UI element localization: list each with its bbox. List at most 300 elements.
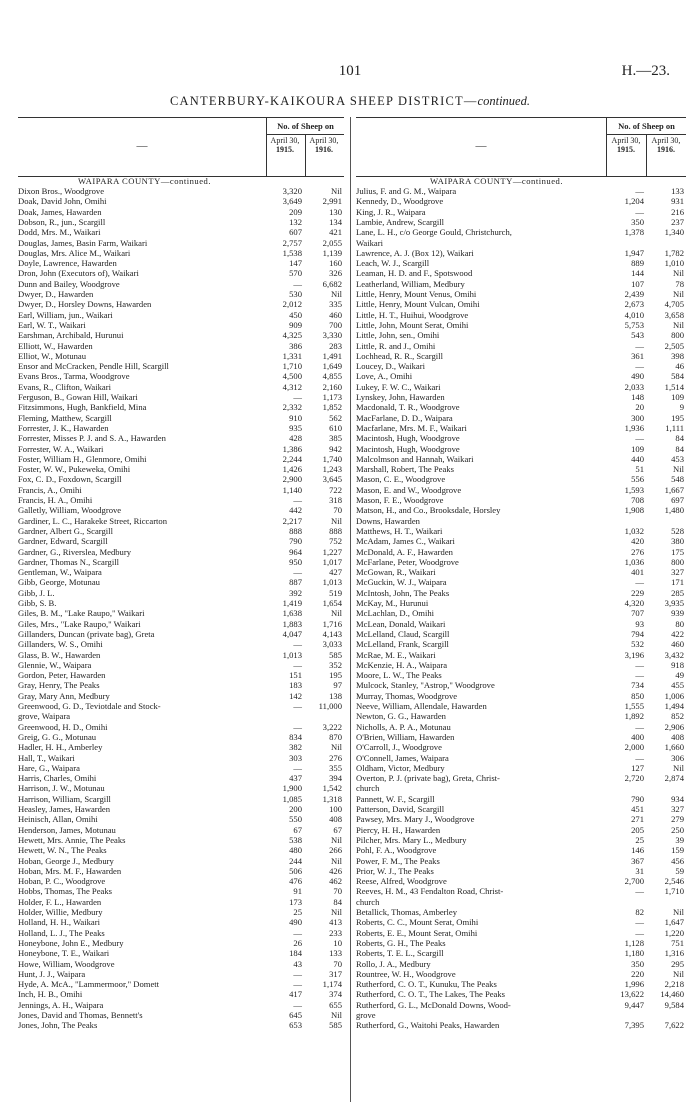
sheep-1916: 266 xyxy=(329,845,342,856)
sheep-1916: 84 xyxy=(333,896,342,907)
owner-name: Leach, W. J., Scargill xyxy=(356,258,430,269)
sheep-1916: 1,243 xyxy=(322,464,342,475)
owner-name: Greenwood, G. D., Teviotdale and Stock- xyxy=(18,701,161,711)
sheep-1916: 426 xyxy=(329,865,342,876)
sheep-1915: 31 xyxy=(635,865,644,876)
owner-name: Murray, Thomas, Woodgrove xyxy=(356,690,458,701)
owner-name: Nicholls, A. P. A., Motunau xyxy=(356,721,451,732)
sheep-1916: 4,143 xyxy=(322,628,342,639)
sheep-1915: 144 xyxy=(631,268,644,279)
sheep-1916: 1,782 xyxy=(664,247,684,258)
sheep-1916: 80 xyxy=(675,618,684,629)
table-row xyxy=(356,505,684,515)
sheep-1915: 151 xyxy=(289,670,302,681)
owner-name: McGuckin, W. J., Waipara xyxy=(356,577,447,588)
page-number: 101 xyxy=(338,63,362,79)
table-row xyxy=(18,536,342,546)
right-header-year-1915: April 30, 1915. xyxy=(611,136,641,154)
sheep-1916: 700 xyxy=(329,319,342,330)
sheep-1916: Nil xyxy=(673,464,684,475)
table-row xyxy=(18,464,342,474)
sheep-1915: 2,439 xyxy=(624,289,644,299)
owner-name: McKay, M., Hurunui xyxy=(356,598,429,608)
owner-name: Heinisch, Allan, Omihi xyxy=(18,814,98,825)
owner-name: Hoban, P. C., Woodgrove xyxy=(18,876,106,887)
owner-name: Dodd, Mrs. M., Waikari xyxy=(18,227,101,238)
owner-name: Dwyer, D., Horsley Downs, Hawarden xyxy=(18,299,152,310)
owner-name: Malcolmson and Hannah, Waikari xyxy=(356,453,474,464)
sheep-1915: 1,180 xyxy=(624,948,644,959)
owner-name: Hoban, Mrs. M. F., Hawarden xyxy=(18,865,122,876)
sheep-1915: 220 xyxy=(631,968,644,979)
owner-name: Gray, Henry, The Peaks xyxy=(18,680,100,691)
sheep-1915: 420 xyxy=(631,536,644,547)
sheep-1915: — xyxy=(635,340,644,351)
sheep-1915: 200 xyxy=(289,804,302,814)
sheep-1915: — xyxy=(293,721,302,732)
owner-name: Gardner, Albert G., Scargill xyxy=(18,525,113,536)
owner-name: Harris, Charles, Omihi xyxy=(18,773,97,784)
owner-name: Macdonald, T. R., Woodgrove xyxy=(356,402,460,413)
sheep-1916: 2,055 xyxy=(322,237,342,248)
sheep-1916: 1,139 xyxy=(322,247,342,258)
sheep-1916: 335 xyxy=(329,299,342,310)
sheep-1915: 490 xyxy=(289,917,302,928)
sheep-1916: Nil xyxy=(331,515,342,526)
center-divider xyxy=(350,117,351,1102)
owner-name: Little, Henry, Mount Venus, Omihi xyxy=(356,289,477,299)
sheep-1915: 1,013 xyxy=(282,649,302,660)
sheep-1916: 398 xyxy=(671,350,684,361)
table-row xyxy=(18,516,342,526)
sheep-1915: 244 xyxy=(289,855,302,866)
table-row xyxy=(356,454,684,464)
sheep-1915: 910 xyxy=(289,412,302,423)
table-row xyxy=(356,928,684,938)
sheep-1915: 7,395 xyxy=(624,1020,644,1031)
table-row xyxy=(356,361,684,371)
sheep-1915: — xyxy=(635,361,644,372)
sheep-1915: 1,378 xyxy=(624,227,644,238)
table-row xyxy=(356,310,684,320)
owner-name: Jones, David and Thomas, Bennett's xyxy=(18,1010,143,1020)
table-row xyxy=(18,588,342,598)
table-row xyxy=(356,268,684,278)
owner-name: Roberts, E. E., Mount Serat, Omihi xyxy=(356,927,478,938)
sheep-1915: 480 xyxy=(289,845,302,856)
sheep-1915: — xyxy=(635,670,644,681)
sheep-1916: 2,546 xyxy=(664,876,684,887)
sheep-1915: 887 xyxy=(289,577,302,588)
owner-name: Giles, B. M., "Lake Raupo," Waikari xyxy=(18,608,145,619)
owner-name: Moore, L. W., The Peaks xyxy=(356,670,442,681)
owner-name: Lynskey, John, Hawarden xyxy=(356,392,445,402)
sheep-1916: 2,218 xyxy=(664,979,684,990)
table-row xyxy=(356,629,684,639)
table-row xyxy=(356,464,684,474)
table-row xyxy=(18,485,342,495)
sheep-1916: 870 xyxy=(329,731,342,742)
sheep-1915: 1,204 xyxy=(624,196,644,207)
owner-name: Jennings, A. H., Waipara xyxy=(18,999,104,1010)
owner-name: Downs, Hawarden xyxy=(356,515,420,526)
sheep-1915: 4,500 xyxy=(282,371,302,382)
sheep-1915: — xyxy=(635,927,644,938)
table-row xyxy=(356,258,684,268)
table-row xyxy=(356,1020,684,1030)
owner-name: Roberts, T. E. L., Scargill xyxy=(356,948,444,959)
owner-name: Earshman, Archibald, Hurunui xyxy=(18,330,124,341)
sheep-1916: 70 xyxy=(333,886,342,897)
table-row xyxy=(356,639,684,649)
table-row xyxy=(18,351,342,361)
table-row xyxy=(356,567,684,577)
owner-name: Love, A., Omihi xyxy=(356,371,413,382)
table-row xyxy=(18,557,342,567)
sheep-1915: 506 xyxy=(289,865,302,876)
owner-name: Macintosh, Hugh, Woodgrove xyxy=(356,433,460,444)
sheep-1916: 70 xyxy=(333,505,342,516)
table-row xyxy=(356,248,684,258)
sheep-1916: 462 xyxy=(329,876,342,887)
sheep-1916: 195 xyxy=(329,670,342,681)
owner-name: Gibb, S. B. xyxy=(18,598,57,608)
owner-name: Greenwood, H. D., Omihi xyxy=(18,721,108,732)
sheep-1915: 1,593 xyxy=(624,484,644,495)
sheep-1915: 350 xyxy=(631,958,644,969)
sheep-1915: 4,325 xyxy=(282,330,302,341)
sheep-1915: 1,996 xyxy=(624,979,644,990)
sheep-1916: Nil xyxy=(331,1010,342,1020)
owner-name: Macfarlane, Mrs. M. F., Waikari xyxy=(356,422,467,433)
sheep-1915: 909 xyxy=(289,319,302,330)
owner-name: Hoban, George J., Medbury xyxy=(18,855,114,866)
table-row xyxy=(18,732,342,742)
owner-name: Betallick, Thomas, Amberley xyxy=(356,907,458,917)
owner-name: Little, H. T., Huihui, Woodgrove xyxy=(356,309,469,320)
sheep-1916: 1,316 xyxy=(664,948,684,959)
sheep-1915: 82 xyxy=(635,907,644,917)
table-row xyxy=(18,474,342,484)
owner-name: Hare, G., Waipara xyxy=(18,762,80,773)
table-row xyxy=(18,1010,342,1020)
sheep-1916: 1,013 xyxy=(322,577,342,588)
sheep-1915: 1,908 xyxy=(624,505,644,516)
table-row xyxy=(18,753,342,763)
sheep-1916: 3,330 xyxy=(322,330,342,341)
owner-name: Loucey, D., Waikari xyxy=(356,361,425,372)
table-row xyxy=(356,825,684,835)
table-row xyxy=(18,670,342,680)
table-row xyxy=(356,598,684,608)
owner-name: Doyle, Lawrence, Hawarden xyxy=(18,258,117,269)
table-row xyxy=(356,536,684,546)
sheep-1915: 538 xyxy=(289,834,302,845)
sheep-1915: 127 xyxy=(631,762,644,773)
sheep-1916: 1,111 xyxy=(665,422,684,433)
table-row xyxy=(18,413,342,423)
sheep-1916: 133 xyxy=(329,948,342,959)
sheep-1916: 408 xyxy=(671,731,684,742)
table-row xyxy=(18,866,342,876)
sheep-1915: 476 xyxy=(289,876,302,887)
owner-name: Galletly, William, Woodgrove xyxy=(18,505,122,516)
owner-name: Little, John, sen., Omihi xyxy=(356,330,440,341)
owner-name: MacFarlane, D. D., Waipara xyxy=(356,412,453,423)
sheep-1915: 26 xyxy=(293,937,302,948)
owner-name: Rutherford, C. O. T., Kunuku, The Peaks xyxy=(356,979,497,990)
owner-name: Gray, Mary Ann, Medbury xyxy=(18,690,110,701)
table-row xyxy=(18,238,342,248)
owner-name: Dixon Bros., Woodgrove xyxy=(18,186,105,196)
owner-name: Leatherland, William, Medbury xyxy=(356,278,465,289)
sheep-1915: 392 xyxy=(289,587,302,598)
owner-name: O'Connell, James, Waipara xyxy=(356,752,449,763)
table-row xyxy=(18,330,342,340)
sheep-1916: 1,220 xyxy=(664,927,684,938)
sheep-1915: 1,085 xyxy=(282,793,302,804)
sheep-1915: 67 xyxy=(293,824,302,835)
sheep-1915: 834 xyxy=(289,731,302,742)
owner-name: grove, Waipara xyxy=(18,711,71,722)
sheep-1916: 584 xyxy=(671,371,684,382)
owner-name: McFarlane, Peter, Woodgrove xyxy=(356,556,459,567)
table-row xyxy=(356,701,684,711)
sheep-1915: 1,128 xyxy=(624,937,644,948)
owner-name: Roberts, G. H., The Peaks xyxy=(356,937,446,948)
sheep-1915: 25 xyxy=(635,834,644,845)
left-header-sheep: No. of Sheep on xyxy=(266,121,344,135)
sheep-1915: 543 xyxy=(631,330,644,341)
owner-name: Douglas, James, Basin Farm, Waikari xyxy=(18,237,148,248)
sheep-1915: 205 xyxy=(631,824,644,835)
table-row xyxy=(356,1010,684,1020)
sheep-1916: Nil xyxy=(673,268,684,279)
owner-name: Greig, G. G., Motunau xyxy=(18,731,97,742)
table-row xyxy=(18,1000,342,1010)
left-table-header xyxy=(18,117,344,177)
owner-name: Hall, T., Waikari xyxy=(18,752,75,763)
sheep-1915: 13,622 xyxy=(620,989,644,1000)
owner-name: McLelland, Claud, Scargill xyxy=(356,628,450,639)
table-row xyxy=(356,217,684,227)
table-row xyxy=(18,279,342,289)
table-row xyxy=(18,917,342,927)
table-row xyxy=(18,433,342,443)
table-row xyxy=(18,341,342,351)
owner-name: Harrison, William, Scargill xyxy=(18,793,111,804)
table-row xyxy=(18,783,342,793)
sheep-1916: 2,505 xyxy=(664,340,684,351)
sheep-1915: — xyxy=(293,278,302,289)
sheep-1915: 25 xyxy=(293,907,302,917)
sheep-1916: 1,542 xyxy=(322,783,342,794)
sheep-1915: — xyxy=(635,886,644,897)
sheep-1916: 1,491 xyxy=(322,350,342,361)
owner-name: Roberts, C. C., Mount Serat, Omihi xyxy=(356,917,479,928)
owner-name: Inch, H. B., Omihi xyxy=(18,989,83,1000)
sheep-1916: 888 xyxy=(329,525,342,536)
sheep-1915: 950 xyxy=(289,556,302,567)
table-row xyxy=(18,742,342,752)
owner-name: Fox, C. D., Foxdown, Scargill xyxy=(18,474,122,485)
table-row xyxy=(356,979,684,989)
sheep-1916: 800 xyxy=(671,330,684,341)
table-row xyxy=(18,608,342,618)
sheep-1916: 1,173 xyxy=(322,392,342,402)
sheep-1916: 138 xyxy=(329,690,342,701)
owner-name: Little, John, Mount Serat, Omihi xyxy=(356,319,469,330)
sheep-1916: 279 xyxy=(671,814,684,825)
table-row xyxy=(356,886,684,896)
owner-name: Elliott, W., Hawarden xyxy=(18,340,93,351)
owner-name: McAdam, James C., Waikari xyxy=(356,536,455,547)
sheep-1916: 1,227 xyxy=(322,546,342,557)
table-row xyxy=(18,948,342,958)
sheep-1916: 295 xyxy=(671,958,684,969)
sheep-1915: 450 xyxy=(289,309,302,320)
sheep-1915: 20 xyxy=(635,402,644,413)
owner-name: Fitzsimmons, Hugh, Bankfield, Mina xyxy=(18,402,147,413)
table-row xyxy=(356,1000,684,1010)
sheep-1915: 707 xyxy=(631,608,644,619)
table-row xyxy=(356,444,684,454)
sheep-1916: 1,649 xyxy=(322,361,342,372)
table-row xyxy=(356,402,684,412)
sheep-1916: 195 xyxy=(671,412,684,423)
owner-name: McGowan, R., Waikari xyxy=(356,567,436,578)
owner-name: Evans Bros., Tarma, Woodgrove xyxy=(18,371,130,382)
owner-name: Pohl, F. A., Woodgrove xyxy=(356,845,437,856)
owner-name: Lambie, Andrew, Scargill xyxy=(356,216,445,227)
table-row xyxy=(18,186,342,196)
owner-name: Foster, W. W., Pukeweka, Omihi xyxy=(18,464,131,475)
owner-name: Howe, William, Woodgrove xyxy=(18,958,115,969)
owner-name: Harrison, J. W., Motunau xyxy=(18,783,105,794)
table-row xyxy=(18,907,342,917)
owner-name: Foster, William H., Glenmore, Omihi xyxy=(18,453,147,464)
sheep-1915: 400 xyxy=(631,731,644,742)
sheep-1915: 382 xyxy=(289,742,302,753)
table-row xyxy=(18,371,342,381)
table-row xyxy=(18,897,342,907)
sheep-1915: 1,419 xyxy=(282,598,302,608)
sheep-1916: 1,716 xyxy=(322,618,342,629)
table-row xyxy=(18,547,342,557)
sheep-1916: 233 xyxy=(329,927,342,938)
sheep-1915: 229 xyxy=(631,587,644,598)
owner-name: Rountree, W. H., Woodgrove xyxy=(356,968,456,979)
owner-name: Earl, W. T., Waikari xyxy=(18,319,86,330)
sheep-1916: 3,935 xyxy=(664,598,684,608)
sheep-1916: 39 xyxy=(675,834,684,845)
sheep-1915: 428 xyxy=(289,433,302,444)
sheep-1915: 184 xyxy=(289,948,302,959)
owner-name: Hadler, H. H., Amberley xyxy=(18,742,103,753)
sheep-1916: 49 xyxy=(675,670,684,681)
owner-name: Fleming, Matthew, Scargill xyxy=(18,412,112,423)
table-row xyxy=(18,629,342,639)
sheep-1915: 1,947 xyxy=(624,247,644,258)
table-row xyxy=(18,814,342,824)
sheep-1916: 1,340 xyxy=(664,227,684,238)
owner-name: O'Brien, William, Hawarden xyxy=(356,731,455,742)
sheep-1915: — xyxy=(293,999,302,1010)
sheep-1916: 1,010 xyxy=(664,258,684,269)
table-row xyxy=(356,897,684,907)
table-row xyxy=(18,835,342,845)
owner-name: Holder, F. L., Hawarden xyxy=(18,896,102,907)
table-row xyxy=(18,577,342,587)
owner-name: Prior, W. J., The Peaks xyxy=(356,865,434,876)
sheep-1915: 1,386 xyxy=(282,443,302,454)
sheep-1915: — xyxy=(635,186,644,196)
sheep-1915: — xyxy=(293,659,302,670)
owner-name: Doak, David John, Omihi xyxy=(18,196,107,207)
sheep-1916: Nil xyxy=(673,907,684,917)
sheep-1916: 697 xyxy=(671,495,684,505)
table-row xyxy=(18,856,342,866)
right-header-dash: — xyxy=(475,140,487,152)
sheep-1916: 237 xyxy=(671,216,684,227)
sheep-1916: 78 xyxy=(675,278,684,289)
sheep-1915: 1,140 xyxy=(282,484,302,495)
table-row xyxy=(18,691,342,701)
title-continued: continued. xyxy=(477,94,530,108)
owner-name: Pilcher, Mrs. Mary L., Medbury xyxy=(356,834,467,845)
sheep-1915: 645 xyxy=(289,1010,302,1020)
owner-name: McIntosh, John, The Peaks xyxy=(356,587,450,598)
sheep-1916: 2,160 xyxy=(322,381,342,392)
table-row xyxy=(18,217,342,227)
owner-name: Dron, John (Executors of), Waikari xyxy=(18,268,139,279)
table-row xyxy=(356,495,684,505)
table-row xyxy=(356,763,684,773)
sheep-1916: 3,432 xyxy=(664,649,684,660)
owner-name: McKenzie, H. A., Waipara xyxy=(356,659,448,670)
sheep-1915: 148 xyxy=(631,392,644,402)
sheep-1916: Nil xyxy=(331,289,342,299)
table-row xyxy=(356,547,684,557)
sheep-1915: 1,883 xyxy=(282,618,302,629)
table-row xyxy=(356,433,684,443)
sheep-1916: 1,654 xyxy=(322,598,342,608)
owner-name: Gillanders, W. S., Omihi xyxy=(18,639,103,650)
owner-name: Francis, H. A., Omihi xyxy=(18,495,93,505)
table-row xyxy=(18,825,342,835)
owner-name: Newton, G. G., Hawarden xyxy=(356,711,446,722)
sheep-1915: 276 xyxy=(631,546,644,557)
sheep-1916: 380 xyxy=(671,536,684,547)
sheep-1916: 134 xyxy=(329,216,342,227)
table-row xyxy=(356,866,684,876)
owner-name: Heasley, James, Hawarden xyxy=(18,804,111,814)
table-row xyxy=(356,650,684,660)
table-row xyxy=(356,732,684,742)
table-row xyxy=(356,371,684,381)
sheep-1916: 408 xyxy=(329,814,342,825)
owner-name: Reese, Alfred, Woodgrove xyxy=(356,876,447,887)
sheep-1915: 1,900 xyxy=(282,783,302,794)
sheep-1915: 209 xyxy=(289,206,302,217)
table-row xyxy=(18,268,342,278)
sheep-1916: Nil xyxy=(673,968,684,979)
owner-name: Elliot, W., Motunau xyxy=(18,350,87,361)
sheep-1916: Nil xyxy=(331,186,342,196)
sheep-1915: 570 xyxy=(289,268,302,279)
table-row xyxy=(356,835,684,845)
table-row xyxy=(356,351,684,361)
